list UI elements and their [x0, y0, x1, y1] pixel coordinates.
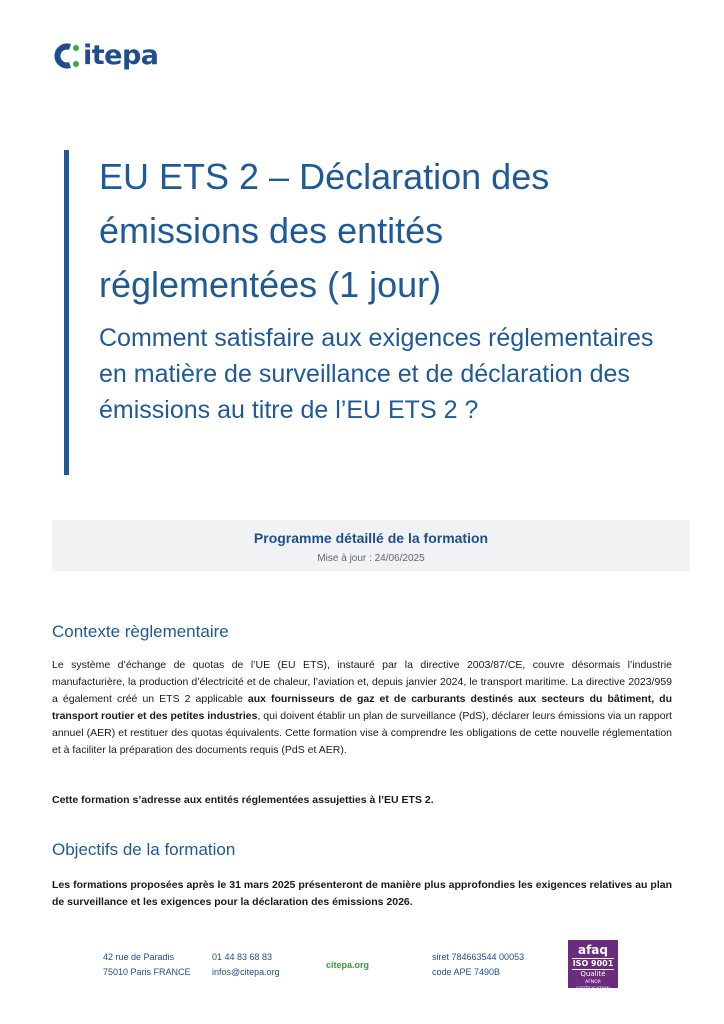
- email-link[interactable]: infos@citepa.org: [212, 967, 280, 977]
- programme-banner: [52, 520, 690, 571]
- footer-contact: [212, 950, 280, 980]
- page-subtitle: Comment satisfaire aux exigences réglementaires en matière de surveillance et de déclaration des émissions au titre de l’EU ETS 2 ?: [99, 324, 654, 424]
- objectifs-heading: Objectifs de la formation: [52, 840, 236, 859]
- contexte-heading: Contexte règlementaire: [52, 622, 229, 641]
- update-date: Mise à jour : 24/06/2025: [317, 553, 425, 564]
- contexte-paragraph: [52, 657, 672, 759]
- logo-text: itepa: [83, 40, 159, 71]
- footer-legal: [432, 950, 524, 980]
- ape-code: code APE 7490B: [432, 967, 501, 977]
- citepa-logo: [52, 40, 159, 71]
- iso-label: ISO 9001: [572, 959, 614, 968]
- website-link[interactable]: citepa.org: [326, 960, 370, 970]
- siret-number: siret 784663544 00053: [432, 952, 525, 962]
- afnor-label: AFNOR CERTIFICATION: [576, 980, 610, 992]
- qualite-label: Qualité: [580, 970, 606, 978]
- title-block: [64, 150, 669, 475]
- audience-statement: Cette formation s’adresse aux entités réglementées assujetties à l’EU ETS 2.: [52, 794, 434, 806]
- contexte-text-a: Le système d’échange de quotas de l’UE (EU ETS), instauré par la directive 2003/87/CE, couvre désormais l’industrie manufacturière, la production d’électricité et de chaleur, l’aviation et, depuis janvier 2024, le transport maritime. La directive 2023/959 a également créé un ETS 2 applicable: [52, 659, 672, 705]
- address-line-2: 75010 Paris FRANCE: [103, 967, 191, 977]
- contexte-text-bold: aux fournisseurs de gaz et de carburants destinés aux secteurs du bâtiment, du transport routier et des petites industries: [52, 693, 672, 722]
- contexte-text-b: , qui doivent établir un plan de surveillance (PdS), déclarer leurs émissions via un rapport annuel (AER) et restituer des quotas équivalents. Cette formation vise à comprendre les obligations de cette nouvelle réglementation et à faciliter la préparation des documents requis (PdS et AER).: [52, 710, 672, 756]
- objectifs-paragraph: Les formations proposées après le 31 mars 2025 présenteront de manière plus approfondies les exigences relatives au plan de surveillance et les exigences pour la déclaration des émissions 2026.: [52, 879, 672, 908]
- footer-address: [103, 950, 191, 980]
- page-title: EU ETS 2 – Déclaration des émissions des entités réglementées (1 jour): [99, 156, 550, 305]
- afaq-certification-badge: [568, 940, 618, 992]
- programme-heading: Programme détaillé de la formation: [253, 530, 489, 546]
- afaq-label: afaq: [577, 943, 608, 957]
- phone-number: 01 44 83 68 83: [212, 952, 273, 962]
- address-line-1: 42 rue de Paradis: [103, 952, 175, 962]
- citepa-c-icon: [52, 43, 82, 69]
